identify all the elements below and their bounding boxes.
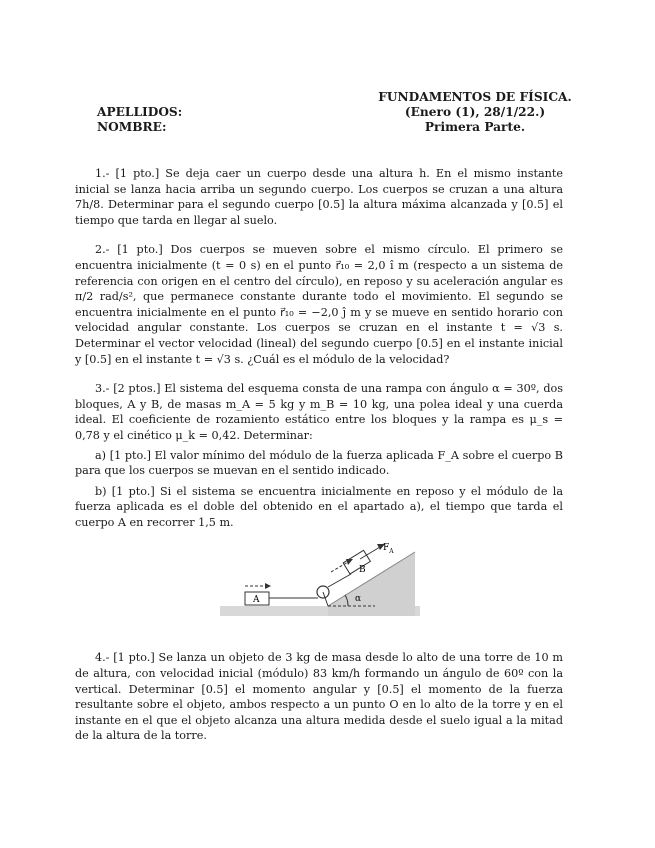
surname-label: APELLIDOS: [97, 105, 183, 119]
question-3: 3.- [2 ptos.] El sistema del esquema consta de una rampa con ángulo α = 30º, dos bloques, A y B, de masas m_A = 5 kg y m_B = 10 kg, una polea ideal y una cuerda ideal. El coeficiente de rozamiento estático entre los bloques y la rampa es μ_s = 0,78 y el cinético μ_k = 0,42. Determinar: [75, 382, 563, 442]
ramp-diagram [220, 542, 420, 622]
question-3b: b) [1 pto.] Si el sistema se encuentra inicialmente en reposo y el módulo de la fuerza aplicada es el doble del obtenido en el apartado a), el tiempo que tarda el cuerpo A en recorrer 1,5 m. [75, 484, 563, 529]
block-a-arrowhead [265, 583, 271, 589]
string-incline [328, 574, 351, 587]
question-3a: a) [1 pto.] El valor mínimo del módulo de la fuerza aplicada F_A sobre el cuerpo B para que los cuerpos se muevan en el sentido indicado. [75, 448, 563, 478]
question-1: 1.- [1 pto.] Se deja caer un cuerpo desde una altura h. En el mismo instante inicial se lanza hacia arriba un segundo cuerpo. Los cuerpos se cruzan a una altura 7h/8. Determinar para el segundo cuerpo [0.5] la altura máxima alcanzada y [0.5] el tiempo que tarda en llegar al suelo. [75, 167, 563, 227]
block-a-label: A [253, 595, 260, 606]
student-fields [97, 105, 182, 135]
exam-part: Primera Parte. [424, 120, 526, 134]
block-b-label: B [359, 565, 366, 576]
question-2: 2.- [1 pto.] Dos cuerpos se mueven sobre el mismo círculo. El primero se encuentra inicialmente (t = 0 s) en el punto r⃗₁₀ = 2,0 î m (respecto a un sistema de referencia con origen en el centro del círculo), en reposo y su aceleración angular es π/2 rad/s², que permanece constante durante todo el movimiento. El segundo se encuentra inicialmente en el punto r⃗₁₀ = −2,0 ĵ m y se mueve en sentido horario con velocidad angular constante. Los cuerpos se cruzan en el instante t = √3 s. Determinar el vector velocidad (lineal) del segundo cuerpo [0.5] en el instante inicial y [0.5] en el instante t = √3 s. ¿Cuál es el módulo de la velocidad? [75, 243, 563, 366]
question-4: 4.- [1 pto.] Se lanza un objeto de 3 kg de masa desde lo alto de una torre de 10 m de altura, con velocidad inicial (módulo) 83 km/h formando un ángulo de 60º con la vertical. Determinar [0.5] el momento angular y [0.5] el momento de la fuerza resultante sobre el objeto, ambos respecto a un punto O en lo alto de la torre y en el instante en el que el objeto alcanza una altura medida desde el suelo igual a la mitad de la altura de la torre. [75, 651, 563, 743]
angle-label: α [355, 594, 362, 605]
name-label: NOMBRE: [97, 120, 167, 134]
force-label: $F_A$ [383, 543, 394, 556]
exam-date: (Enero (1), 28/1/22.) [404, 105, 546, 119]
ramp [328, 552, 415, 616]
exam-header-right [330, 90, 620, 135]
course-title: FUNDAMENTOS DE FÍSICA. [378, 90, 572, 104]
exam-body [75, 166, 563, 758]
